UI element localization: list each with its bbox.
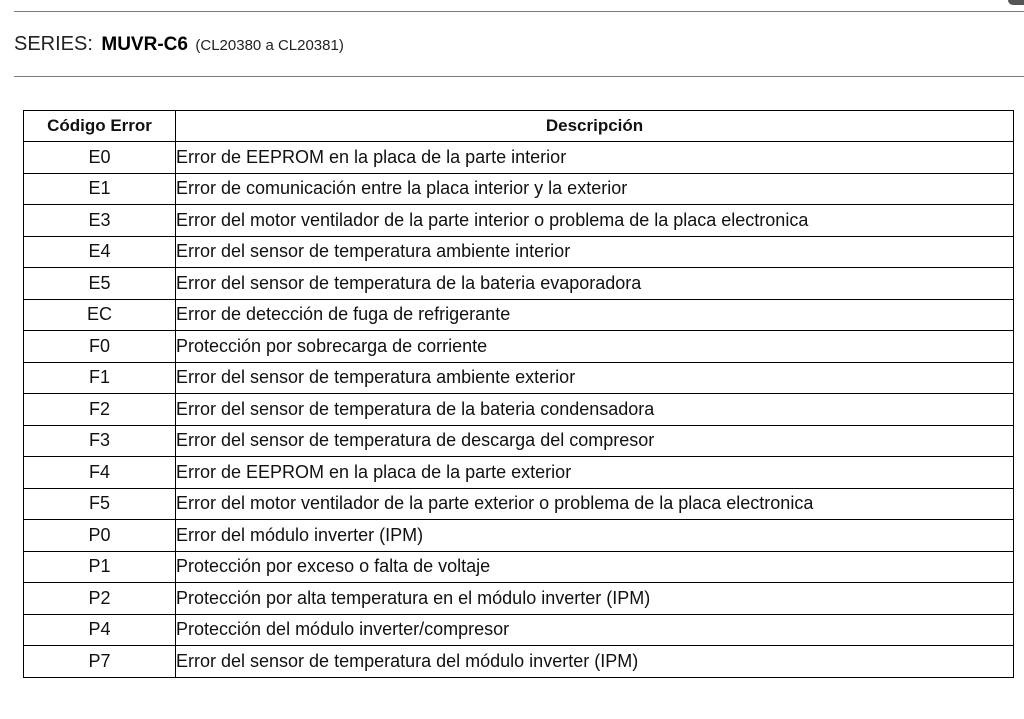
- error-code: F5: [24, 488, 176, 520]
- error-code: EC: [24, 299, 176, 331]
- error-description: Error del sensor de temperatura de la bateria evaporadora: [176, 268, 1014, 300]
- error-description: Error de detección de fuga de refrigerante: [176, 299, 1014, 331]
- error-description: Error del sensor de temperatura ambiente interior: [176, 236, 1014, 268]
- error-code: E4: [24, 236, 176, 268]
- table-row: [24, 425, 1014, 457]
- series-heading: [14, 31, 344, 59]
- error-code: F1: [24, 362, 176, 394]
- table-row: [24, 142, 1014, 174]
- error-description: Error del sensor de temperatura ambiente exterior: [176, 362, 1014, 394]
- error-code: E3: [24, 205, 176, 237]
- table-row: [24, 394, 1014, 426]
- code-column-header: Código Error: [24, 111, 176, 142]
- table-row: [24, 331, 1014, 363]
- error-description: Error de comunicación entre la placa interior y la exterior: [176, 173, 1014, 205]
- table-row: [24, 173, 1014, 205]
- series-model: MUVR-C6: [101, 34, 188, 55]
- description-column-header: Descripción: [176, 111, 1014, 142]
- error-code: P1: [24, 551, 176, 583]
- table-row: [24, 488, 1014, 520]
- error-code: F3: [24, 425, 176, 457]
- error-code: E1: [24, 173, 176, 205]
- table-row: [24, 583, 1014, 615]
- error-description: Error del sensor de temperatura del módulo inverter (IPM): [176, 646, 1014, 678]
- error-description: Error del motor ventilador de la parte exterior o problema de la placa electronica: [176, 488, 1014, 520]
- error-code: P2: [24, 583, 176, 615]
- corner-decoration: [1008, 0, 1024, 5]
- error-description: Protección del módulo inverter/compresor: [176, 614, 1014, 646]
- table-row: [24, 551, 1014, 583]
- header-divider: [14, 76, 1024, 77]
- error-description: Protección por exceso o falta de voltaje: [176, 551, 1014, 583]
- table-row: [24, 362, 1014, 394]
- error-description: Error de EEPROM en la placa de la parte exterior: [176, 457, 1014, 489]
- error-description: Protección por sobrecarga de corriente: [176, 331, 1014, 363]
- error-code-table: [23, 110, 1014, 678]
- table-body: [24, 142, 1014, 678]
- table-row: [24, 299, 1014, 331]
- series-label: SERIES:: [14, 33, 93, 55]
- series-range: (CL20380 a CL20381): [195, 37, 344, 54]
- table-row: [24, 457, 1014, 489]
- table-row: [24, 268, 1014, 300]
- error-code: P7: [24, 646, 176, 678]
- table-row: [24, 520, 1014, 552]
- table-row: [24, 646, 1014, 678]
- top-divider: [14, 11, 1024, 12]
- error-code: F2: [24, 394, 176, 426]
- table-header-row: [24, 111, 1014, 142]
- error-description: Error de EEPROM en la placa de la parte interior: [176, 142, 1014, 174]
- error-description: Error del motor ventilador de la parte interior o problema de la placa electronica: [176, 205, 1014, 237]
- error-description: Error del sensor de temperatura de la bateria condensadora: [176, 394, 1014, 426]
- table-row: [24, 236, 1014, 268]
- table-row: [24, 614, 1014, 646]
- error-code: P0: [24, 520, 176, 552]
- error-code: E5: [24, 268, 176, 300]
- error-code: E0: [24, 142, 176, 174]
- error-description: Protección por alta temperatura en el módulo inverter (IPM): [176, 583, 1014, 615]
- table-row: [24, 205, 1014, 237]
- error-code: F0: [24, 331, 176, 363]
- error-code: F4: [24, 457, 176, 489]
- error-description: Error del sensor de temperatura de descarga del compresor: [176, 425, 1014, 457]
- error-description: Error del módulo inverter (IPM): [176, 520, 1014, 552]
- error-code: P4: [24, 614, 176, 646]
